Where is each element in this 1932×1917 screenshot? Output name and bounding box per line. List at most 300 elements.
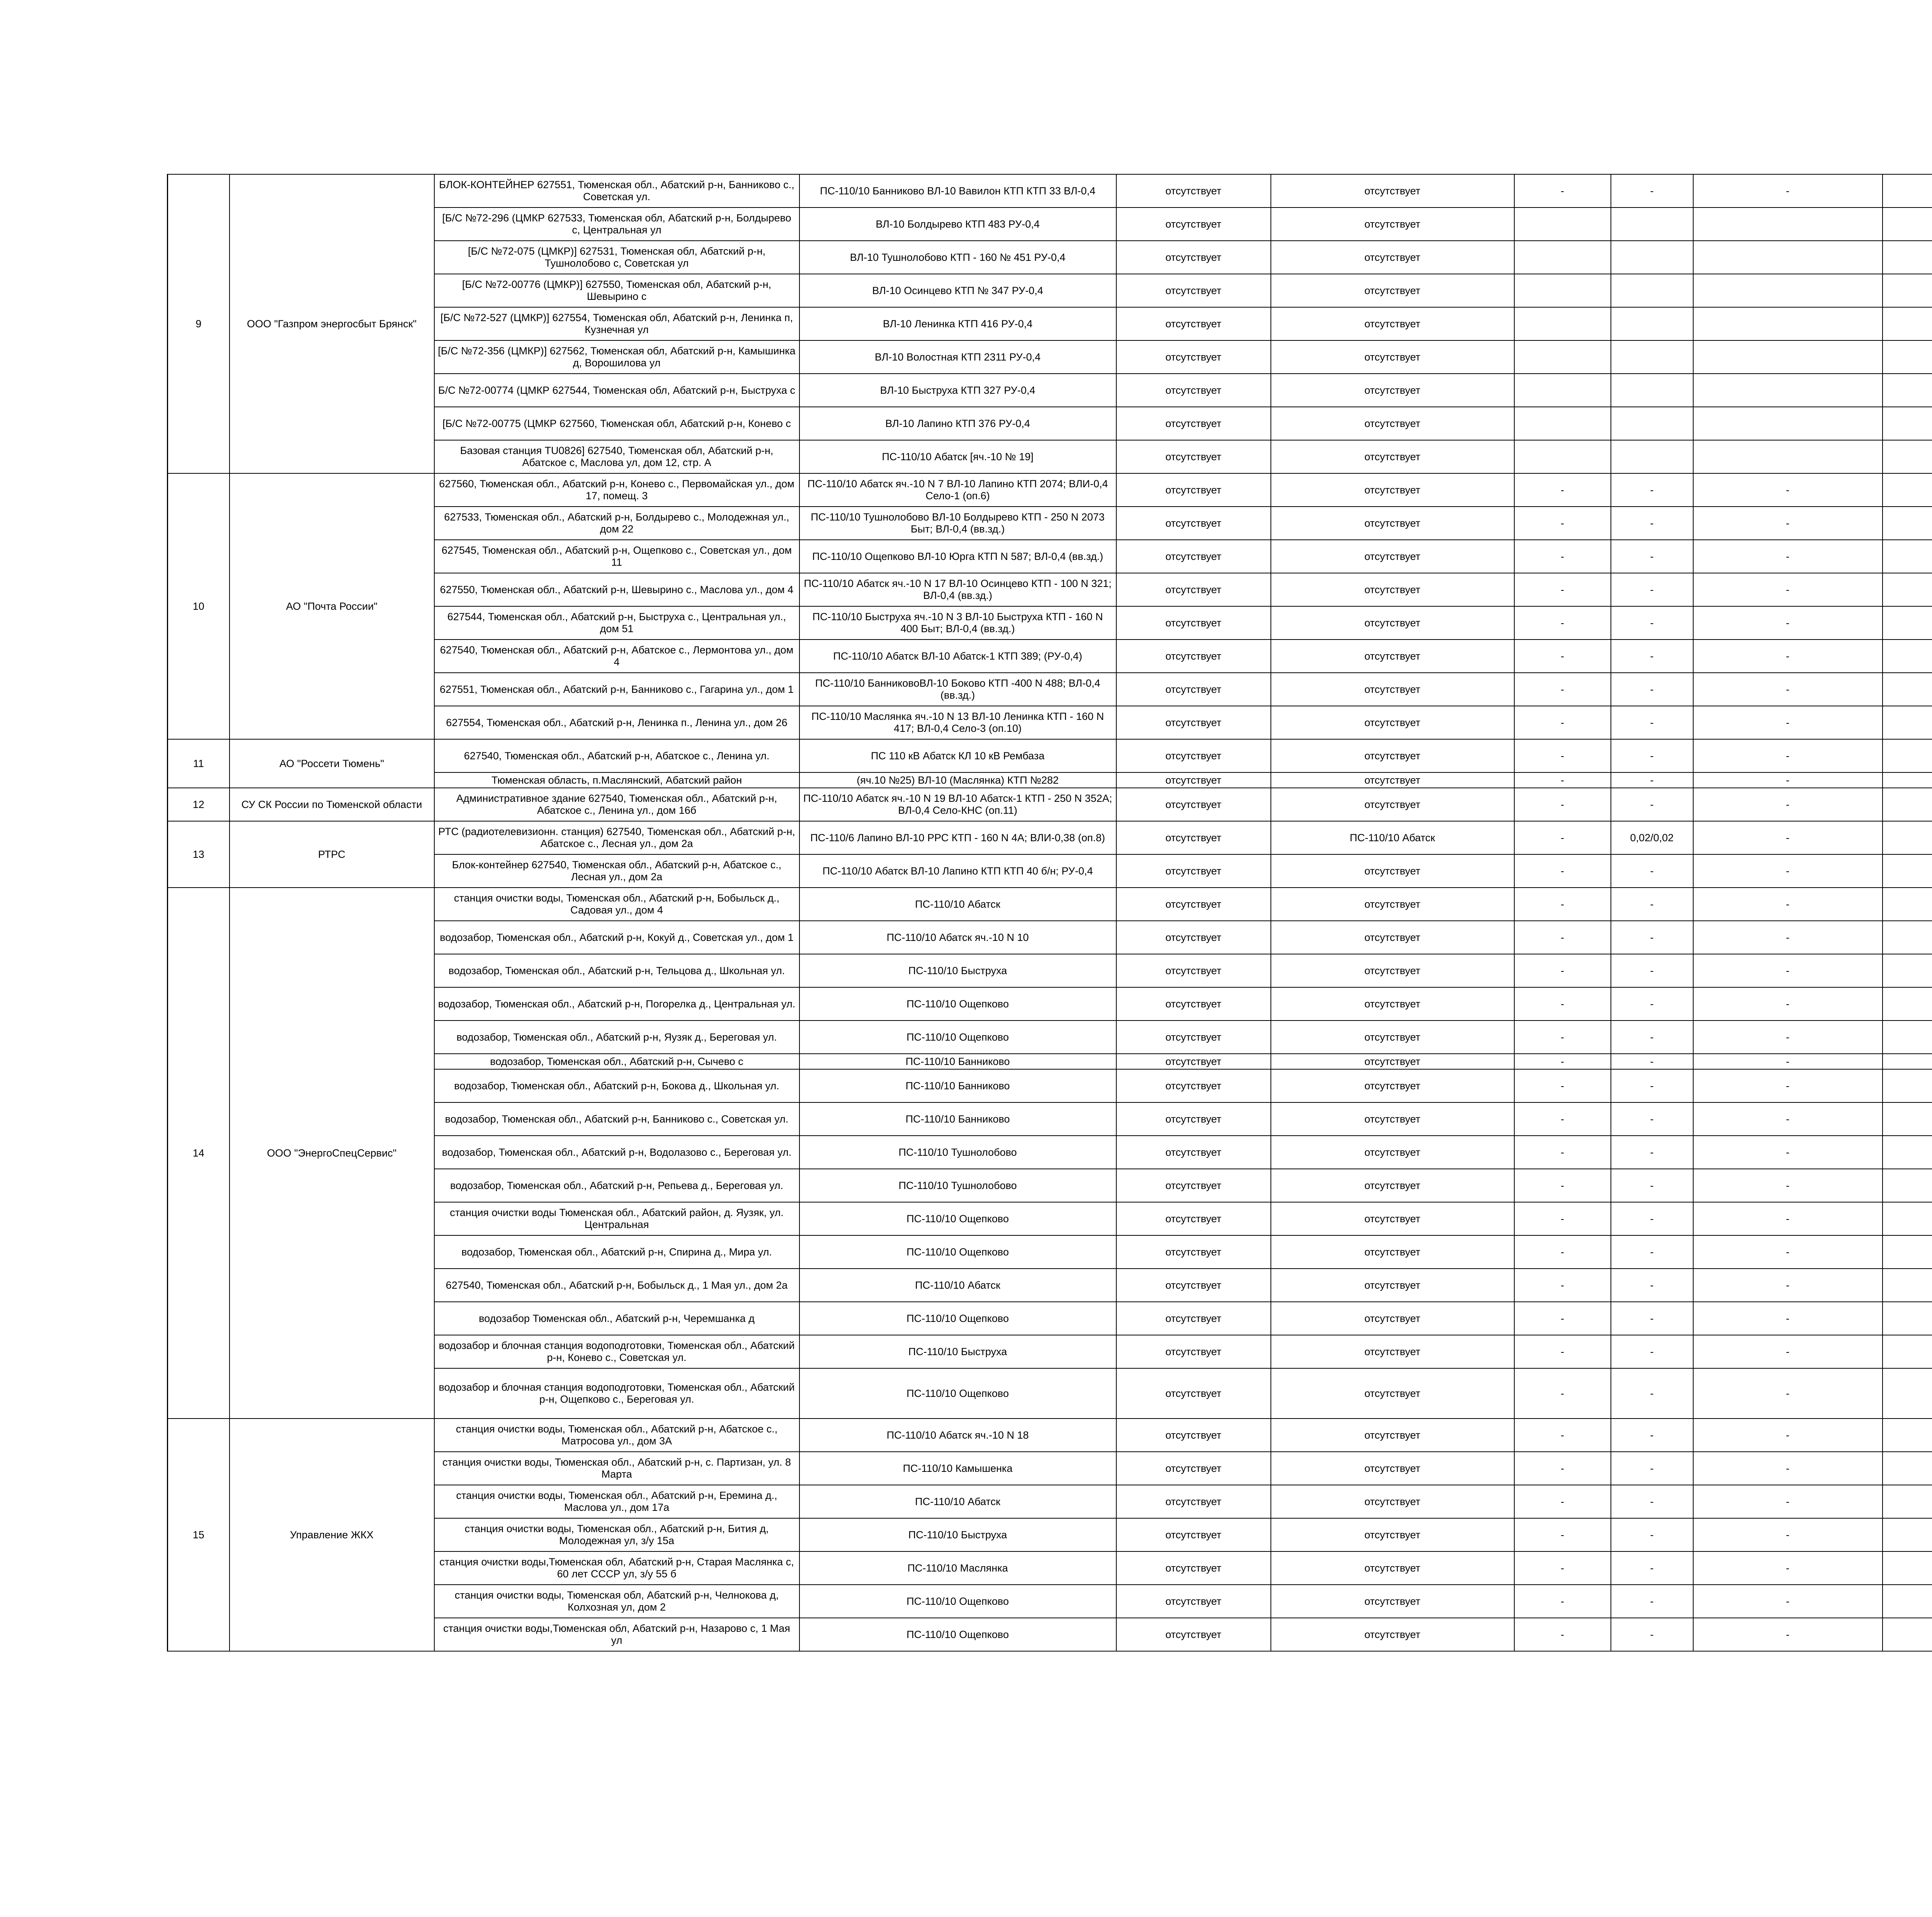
status-cell: отсутствует <box>1116 241 1271 274</box>
address-cell: 627540, Тюменская обл., Абатский р-н, Абатское с., Ленина ул. <box>434 739 799 772</box>
status-cell-2: отсутствует <box>1271 540 1514 573</box>
value-cell-2: - <box>1611 1585 1693 1618</box>
value-cell-2: - <box>1611 673 1693 706</box>
value-cell-1: - <box>1514 1102 1611 1136</box>
organization-cell: Управление ЖКХ <box>230 1419 434 1651</box>
status-cell: отсутствует <box>1116 208 1271 241</box>
status-cell-2: отсутствует <box>1271 274 1514 307</box>
status-cell-2: отсутствует <box>1271 374 1514 407</box>
value-cell-3: - <box>1693 854 1883 888</box>
value-cell-4 <box>1883 921 1932 954</box>
address-cell: [Б/С №72-527 (ЦМКР)] 627554, Тюменская обл, Абатский р-н, Ленинка п, Кузнечная ул <box>434 307 799 340</box>
value-cell-2: - <box>1611 606 1693 640</box>
connection-point-cell: ВЛ-10 Тушнолобово КТП - 160 № 451 РУ-0,4 <box>799 241 1116 274</box>
value-cell-1 <box>1514 440 1611 473</box>
organization-cell: РТРС <box>230 821 434 888</box>
value-cell-3: - <box>1693 1235 1883 1269</box>
value-cell-3: - <box>1693 540 1883 573</box>
value-cell-1: - <box>1514 1136 1611 1169</box>
group-number-cell: 12 <box>168 788 230 821</box>
value-cell-3: - <box>1693 954 1883 987</box>
status-cell-2: отсутствует <box>1271 854 1514 888</box>
value-cell-4 <box>1883 307 1932 340</box>
status-cell-2: отсутствует <box>1271 1302 1514 1335</box>
address-cell: станция очистки воды,Тюменская обл, Абатский р-н, Назарово с, 1 Мая ул <box>434 1618 799 1651</box>
group-number-cell: 10 <box>168 473 230 739</box>
status-cell-2: отсутствует <box>1271 888 1514 921</box>
value-cell-2: - <box>1611 739 1693 772</box>
value-cell-1: - <box>1514 1054 1611 1069</box>
value-cell-2: - <box>1611 772 1693 788</box>
value-cell-1: - <box>1514 888 1611 921</box>
connection-point-cell: ПС-110/10 Камышенка <box>799 1452 1116 1485</box>
table-row <box>168 473 1932 507</box>
value-cell-3 <box>1693 241 1883 274</box>
status-cell: отсутствует <box>1116 1335 1271 1368</box>
status-cell-2: отсутствует <box>1271 739 1514 772</box>
connection-point-cell: ПС-110/10 Ощепково <box>799 1021 1116 1054</box>
address-cell: Б/С №72-00774 (ЦМКР 627544, Тюменская обл, Абатский р-н, Быструха с <box>434 374 799 407</box>
address-cell: РТС (радиотелевизионн. станция) 627540, Тюменская обл., Абатский р-н, Абатское с., Лесная ул., дом 2а <box>434 821 799 854</box>
value-cell-2 <box>1611 374 1693 407</box>
value-cell-2: - <box>1611 706 1693 739</box>
value-cell-3: - <box>1693 739 1883 772</box>
value-cell-3: - <box>1693 1335 1883 1368</box>
connection-point-cell: ПС-110/10 Абатск яч.-10 N 17 ВЛ-10 Осинцево КТП - 100 N 321; ВЛ-0,4 (вв.зд.) <box>799 573 1116 606</box>
value-cell-2: - <box>1611 888 1693 921</box>
connection-point-cell: ПС-110/10 Ощепково <box>799 1302 1116 1335</box>
status-cell-2: отсутствует <box>1271 788 1514 821</box>
address-cell: станция очистки воды,Тюменская обл, Абатский р-н, Старая Маслянка с, 60 лет СССР ул, з/у 55 б <box>434 1551 799 1585</box>
value-cell-2: - <box>1611 1302 1693 1335</box>
value-cell-2: - <box>1611 1169 1693 1202</box>
status-cell: отсутствует <box>1116 507 1271 540</box>
status-cell: отсутствует <box>1116 1618 1271 1651</box>
organization-cell: СУ СК России по Тюменской области <box>230 788 434 821</box>
organization-cell: АО "Россети Тюмень" <box>230 739 434 788</box>
status-cell-2: отсутствует <box>1271 1136 1514 1169</box>
value-cell-4 <box>1883 1302 1932 1335</box>
status-cell-2: отсутствует <box>1271 1054 1514 1069</box>
status-cell: отсутствует <box>1116 1069 1271 1102</box>
value-cell-1: - <box>1514 1021 1611 1054</box>
value-cell-4 <box>1883 440 1932 473</box>
status-cell: отсутствует <box>1116 1419 1271 1452</box>
address-cell: станция очистки воды, Тюменская обл., Абатский р-н, Бития д, Молодежная ул, з/у 15а <box>434 1518 799 1551</box>
value-cell-4 <box>1883 1169 1932 1202</box>
status-cell: отсутствует <box>1116 739 1271 772</box>
status-cell-2: отсутствует <box>1271 954 1514 987</box>
status-cell-2: отсутствует <box>1271 208 1514 241</box>
group-number-cell: 14 <box>168 888 230 1419</box>
value-cell-1: - <box>1514 1302 1611 1335</box>
connection-point-cell: ПС-110/10 Тушнолобово <box>799 1136 1116 1169</box>
value-cell-1: - <box>1514 540 1611 573</box>
value-cell-2: - <box>1611 1335 1693 1368</box>
status-cell: отсутствует <box>1116 1551 1271 1585</box>
value-cell-3: - <box>1693 1618 1883 1651</box>
status-cell-2: отсутствует <box>1271 921 1514 954</box>
value-cell-4 <box>1883 987 1932 1021</box>
connection-point-cell: ВЛ-10 Быструха КТП 327 РУ-0,4 <box>799 374 1116 407</box>
status-cell: отсутствует <box>1116 1302 1271 1335</box>
status-cell: отсутствует <box>1116 772 1271 788</box>
value-cell-2: - <box>1611 1136 1693 1169</box>
address-cell: водозабор, Тюменская обл., Абатский р-н, Погорелка д., Центральная ул. <box>434 987 799 1021</box>
status-cell-2: отсутствует <box>1271 606 1514 640</box>
connection-point-cell: ПС-110/10 Банниково <box>799 1069 1116 1102</box>
table-row <box>168 821 1932 854</box>
status-cell-2: отсутствует <box>1271 1202 1514 1235</box>
status-cell-2: отсутствует <box>1271 1021 1514 1054</box>
status-cell-2: отсутствует <box>1271 440 1514 473</box>
address-cell: БЛОК-КОНТЕЙНЕР 627551, Тюменская обл., Абатский р-н, Банниково с., Советская ул. <box>434 174 799 208</box>
address-cell: водозабор, Тюменская обл., Абатский р-н, Спирина д., Мира ул. <box>434 1235 799 1269</box>
value-cell-2: - <box>1611 1485 1693 1518</box>
value-cell-1 <box>1514 307 1611 340</box>
value-cell-1: - <box>1514 1518 1611 1551</box>
value-cell-4 <box>1883 772 1932 788</box>
value-cell-4 <box>1883 407 1932 440</box>
value-cell-4 <box>1883 507 1932 540</box>
value-cell-4 <box>1883 208 1932 241</box>
value-cell-4 <box>1883 540 1932 573</box>
table-row <box>168 1419 1932 1452</box>
value-cell-3: - <box>1693 1202 1883 1235</box>
connection-point-cell: ПС-110/10 Ощепково <box>799 1368 1116 1419</box>
value-cell-2: - <box>1611 1452 1693 1485</box>
value-cell-1 <box>1514 407 1611 440</box>
value-cell-3: - <box>1693 673 1883 706</box>
value-cell-1: - <box>1514 606 1611 640</box>
address-cell: [Б/С №72-075 (ЦМКР)] 627531, Тюменская обл, Абатский р-н, Тушнолобово с, Советская ул <box>434 241 799 274</box>
address-cell: водозабор, Тюменская обл., Абатский р-н, Банниково с., Советская ул. <box>434 1102 799 1136</box>
value-cell-3 <box>1693 274 1883 307</box>
status-cell-2: ПС-110/10 Абатск <box>1271 821 1514 854</box>
table-row <box>168 174 1932 208</box>
value-cell-2: - <box>1611 1054 1693 1069</box>
address-cell: Базовая станция TU0826] 627540, Тюменская обл, Абатский р-н, Абатское с, Маслова ул, дом 12, стр. А <box>434 440 799 473</box>
status-cell-2: отсутствует <box>1271 473 1514 507</box>
value-cell-2: - <box>1611 573 1693 606</box>
table-row <box>168 888 1932 921</box>
value-cell-3 <box>1693 307 1883 340</box>
value-cell-4 <box>1883 1136 1932 1169</box>
connection-point-cell: ВЛ-10 Волостная КТП 2311 РУ-0,4 <box>799 340 1116 374</box>
value-cell-3: - <box>1693 1069 1883 1102</box>
address-cell: 627551, Тюменская обл., Абатский р-н, Банниково с., Гагарина ул., дом 1 <box>434 673 799 706</box>
status-cell: отсутствует <box>1116 888 1271 921</box>
value-cell-3 <box>1693 374 1883 407</box>
value-cell-2: - <box>1611 1235 1693 1269</box>
value-cell-2: - <box>1611 1518 1693 1551</box>
value-cell-2: - <box>1611 1269 1693 1302</box>
value-cell-4 <box>1883 854 1932 888</box>
value-cell-2 <box>1611 208 1693 241</box>
status-cell: отсутствует <box>1116 1169 1271 1202</box>
connection-point-cell: ВЛ-10 Лапино КТП 376 РУ-0,4 <box>799 407 1116 440</box>
value-cell-2: - <box>1611 1368 1693 1419</box>
address-cell: 627545, Тюменская обл., Абатский р-н, Ощепково с., Советская ул., дом 11 <box>434 540 799 573</box>
value-cell-2: - <box>1611 473 1693 507</box>
value-cell-3: - <box>1693 1169 1883 1202</box>
connection-point-cell: ПС-110/10 Абатск яч.-10 N 18 <box>799 1419 1116 1452</box>
value-cell-3: - <box>1693 1269 1883 1302</box>
value-cell-1: - <box>1514 1452 1611 1485</box>
value-cell-4 <box>1883 1235 1932 1269</box>
value-cell-1: - <box>1514 854 1611 888</box>
address-cell: водозабор, Тюменская обл., Абатский р-н, Тельцова д., Школьная ул. <box>434 954 799 987</box>
status-cell: отсутствует <box>1116 1102 1271 1136</box>
status-cell: отсутствует <box>1116 954 1271 987</box>
value-cell-4 <box>1883 1054 1932 1069</box>
connection-point-cell: ПС-110/10 Быструха <box>799 1518 1116 1551</box>
address-cell: станция очистки воды, Тюменская обл, Абатский р-н, Челнокова д, Колхозная ул, дом 2 <box>434 1585 799 1618</box>
value-cell-2 <box>1611 407 1693 440</box>
value-cell-4 <box>1883 1069 1932 1102</box>
value-cell-3: - <box>1693 1136 1883 1169</box>
value-cell-2: - <box>1611 640 1693 673</box>
address-cell: станция очистки воды, Тюменская обл., Абатский р-н, Абатское с., Матросова ул., дом 3А <box>434 1419 799 1452</box>
connection-point-cell: ПС-110/10 Ощепково <box>799 987 1116 1021</box>
value-cell-1: - <box>1514 954 1611 987</box>
connection-point-cell: ПС-110/10 Быструха <box>799 954 1116 987</box>
connection-point-cell: ПС-110/10 Маслянка яч.-10 N 13 ВЛ-10 Ленинка КТП - 160 N 417; ВЛ-0,4 Село-3 (оп.10) <box>799 706 1116 739</box>
value-cell-4 <box>1883 673 1932 706</box>
value-cell-1: - <box>1514 673 1611 706</box>
value-cell-2: - <box>1611 854 1693 888</box>
status-cell-2: отсутствует <box>1271 507 1514 540</box>
value-cell-2: - <box>1611 1021 1693 1054</box>
address-cell: 627554, Тюменская обл., Абатский р-н, Ленинка п., Ленина ул., дом 26 <box>434 706 799 739</box>
value-cell-3: - <box>1693 921 1883 954</box>
value-cell-3 <box>1693 407 1883 440</box>
table-row <box>168 788 1932 821</box>
value-cell-1: - <box>1514 772 1611 788</box>
status-cell-2: отсутствует <box>1271 1518 1514 1551</box>
value-cell-4 <box>1883 1452 1932 1485</box>
value-cell-4 <box>1883 174 1932 208</box>
value-cell-4 <box>1883 888 1932 921</box>
address-cell: станция очистки воды, Тюменская обл., Абатский р-н, Еремина д., Маслова ул., дом 17а <box>434 1485 799 1518</box>
address-cell: [Б/С №72-356 (ЦМКР)] 627562, Тюменская обл, Абатский р-н, Камышинка д, Ворошилова ул <box>434 340 799 374</box>
value-cell-3: - <box>1693 888 1883 921</box>
value-cell-4 <box>1883 1021 1932 1054</box>
value-cell-3: - <box>1693 772 1883 788</box>
value-cell-4 <box>1883 1269 1932 1302</box>
value-cell-1: - <box>1514 821 1611 854</box>
status-cell-2: отсутствует <box>1271 307 1514 340</box>
status-cell-2: отсутствует <box>1271 987 1514 1021</box>
value-cell-2 <box>1611 241 1693 274</box>
connection-point-cell: ПС-110/10 Тушнолобово <box>799 1169 1116 1202</box>
connection-point-cell: ПС-110/10 Ощепково ВЛ-10 Юрга КТП N 587; ВЛ-0,4 (вв.зд.) <box>799 540 1116 573</box>
value-cell-4 <box>1883 739 1932 772</box>
status-cell: отсутствует <box>1116 1485 1271 1518</box>
value-cell-4 <box>1883 1551 1932 1585</box>
group-number-cell: 15 <box>168 1419 230 1651</box>
status-cell-2: отсутствует <box>1271 1618 1514 1651</box>
value-cell-3 <box>1693 340 1883 374</box>
connection-point-cell: ПС-110/10 Ощепково <box>799 1202 1116 1235</box>
value-cell-1: - <box>1514 987 1611 1021</box>
connection-point-cell: ПС-110/10 Быструха яч.-10 N 3 ВЛ-10 Быструха КТП - 160 N 400 Быт; ВЛ-0,4 (вв.зд.) <box>799 606 1116 640</box>
address-cell: [Б/С №72-00775 (ЦМКР 627560, Тюменская обл, Абатский р-н, Конево с <box>434 407 799 440</box>
status-cell-2: отсутствует <box>1271 1069 1514 1102</box>
status-cell-2: отсутствует <box>1271 1585 1514 1618</box>
connection-point-cell: ПС-110/10 Ощепково <box>799 1618 1116 1651</box>
value-cell-2: - <box>1611 1102 1693 1136</box>
value-cell-1: - <box>1514 1069 1611 1102</box>
value-cell-1: - <box>1514 1585 1611 1618</box>
organization-cell: ООО "ЭнергоСпецСервис" <box>230 888 434 1419</box>
value-cell-2 <box>1611 274 1693 307</box>
value-cell-2: - <box>1611 1551 1693 1585</box>
value-cell-3: - <box>1693 821 1883 854</box>
connection-point-cell: ПС-110/10 Абатск <box>799 1269 1116 1302</box>
address-cell: водозабор, Тюменская обл., Абатский р-н, Кокуй д., Советская ул., дом 1 <box>434 921 799 954</box>
status-cell-2: отсутствует <box>1271 1419 1514 1452</box>
value-cell-2: - <box>1611 1069 1693 1102</box>
group-number-cell: 13 <box>168 821 230 888</box>
connection-point-cell: ПС-110/10 Ощепково <box>799 1585 1116 1618</box>
connection-point-cell: ПС-110/10 Банниково <box>799 1102 1116 1136</box>
value-cell-2: - <box>1611 1202 1693 1235</box>
value-cell-2: - <box>1611 1618 1693 1651</box>
value-cell-1: - <box>1514 1202 1611 1235</box>
value-cell-2: - <box>1611 540 1693 573</box>
value-cell-4 <box>1883 606 1932 640</box>
status-cell: отсутствует <box>1116 1136 1271 1169</box>
value-cell-2: - <box>1611 987 1693 1021</box>
value-cell-4 <box>1883 640 1932 673</box>
address-cell: 627533, Тюменская обл., Абатский р-н, Болдырево с., Молодежная ул., дом 22 <box>434 507 799 540</box>
status-cell: отсутствует <box>1116 640 1271 673</box>
connection-point-cell: ПС-110/10 Банниково ВЛ-10 Вавилон КТП КТП 33 ВЛ-0,4 <box>799 174 1116 208</box>
table-body <box>168 174 1932 1651</box>
connection-point-cell: ПС-110/10 Абатск яч.-10 N 10 <box>799 921 1116 954</box>
status-cell: отсутствует <box>1116 1585 1271 1618</box>
connection-point-cell: ПС-110/10 Абатск [яч.-10 № 19] <box>799 440 1116 473</box>
value-cell-4 <box>1883 706 1932 739</box>
status-cell: отсутствует <box>1116 407 1271 440</box>
value-cell-4 <box>1883 573 1932 606</box>
value-cell-3: - <box>1693 507 1883 540</box>
status-cell-2: отсутствует <box>1271 407 1514 440</box>
value-cell-4 <box>1883 374 1932 407</box>
status-cell-2: отсутствует <box>1271 1335 1514 1368</box>
status-cell: отсутствует <box>1116 340 1271 374</box>
status-cell: отсутствует <box>1116 706 1271 739</box>
address-cell: 627544, Тюменская обл., Абатский р-н, Быструха с., Центральная ул., дом 51 <box>434 606 799 640</box>
value-cell-4 <box>1883 821 1932 854</box>
connection-point-cell: ПС-110/10 Банниково <box>799 1054 1116 1069</box>
value-cell-1: - <box>1514 1485 1611 1518</box>
status-cell: отсутствует <box>1116 540 1271 573</box>
value-cell-2: - <box>1611 788 1693 821</box>
value-cell-2: 0,02/0,02 <box>1611 821 1693 854</box>
status-cell-2: отсутствует <box>1271 640 1514 673</box>
connection-point-cell: ВЛ-10 Болдырево КТП 483 РУ-0,4 <box>799 208 1116 241</box>
value-cell-2: - <box>1611 954 1693 987</box>
status-cell: отсутствует <box>1116 1368 1271 1419</box>
address-cell: 627560, Тюменская обл., Абатский р-н, Конево с., Первомайская ул., дом 17, помещ. 3 <box>434 473 799 507</box>
table-row <box>168 739 1932 772</box>
value-cell-3: - <box>1693 1302 1883 1335</box>
address-cell: станция очистки воды, Тюменская обл., Абатский р-н, с. Партизан, ул. 8 Марта <box>434 1452 799 1485</box>
value-cell-3: - <box>1693 1485 1883 1518</box>
status-cell: отсутствует <box>1116 440 1271 473</box>
address-cell: водозабор Тюменская обл., Абатский р-н, Черемшанка д <box>434 1302 799 1335</box>
address-cell: Административное здание 627540, Тюменская обл., Абатский р-н, Абатское с., Ленина ул., дом 16б <box>434 788 799 821</box>
value-cell-1 <box>1514 374 1611 407</box>
value-cell-1: - <box>1514 1269 1611 1302</box>
value-cell-3: - <box>1693 573 1883 606</box>
value-cell-1: - <box>1514 507 1611 540</box>
status-cell: отсутствует <box>1116 374 1271 407</box>
group-number-cell: 9 <box>168 174 230 473</box>
address-cell: водозабор и блочная станция водоподготовки, Тюменская обл., Абатский р-н, Конево с., Советская ул. <box>434 1335 799 1368</box>
status-cell-2: отсутствует <box>1271 1169 1514 1202</box>
status-cell: отсутствует <box>1116 274 1271 307</box>
address-cell: водозабор и блочная станция водоподготовки, Тюменская обл., Абатский р-н, Ощепково с., Береговая ул. <box>434 1368 799 1419</box>
value-cell-4 <box>1883 1202 1932 1235</box>
status-cell: отсутствует <box>1116 1021 1271 1054</box>
value-cell-2: - <box>1611 174 1693 208</box>
address-cell: водозабор, Тюменская обл., Абатский р-н, Сычево с <box>434 1054 799 1069</box>
value-cell-1 <box>1514 274 1611 307</box>
value-cell-3: - <box>1693 1551 1883 1585</box>
value-cell-1 <box>1514 208 1611 241</box>
status-cell: отсутствует <box>1116 1269 1271 1302</box>
group-number-cell: 11 <box>168 739 230 788</box>
status-cell: отсутствует <box>1116 606 1271 640</box>
value-cell-3 <box>1693 440 1883 473</box>
value-cell-1: - <box>1514 1618 1611 1651</box>
value-cell-1: - <box>1514 174 1611 208</box>
value-cell-4 <box>1883 788 1932 821</box>
connection-point-cell: ПС-110/10 Абатск ВЛ-10 Абатск-1 КТП 389; (РУ-0,4) <box>799 640 1116 673</box>
value-cell-1: - <box>1514 706 1611 739</box>
address-cell: станция очистки воды Тюменская обл., Абатский район, д. Яузяк, ул. Центральная <box>434 1202 799 1235</box>
connection-point-cell: ПС-110/6 Лапино ВЛ-10 РРС КТП - 160 N 4А; ВЛИ-0,38 (оп.8) <box>799 821 1116 854</box>
value-cell-3: - <box>1693 1585 1883 1618</box>
value-cell-4 <box>1883 1335 1932 1368</box>
address-cell: водозабор, Тюменская обл., Абатский р-н, Яузяк д., Береговая ул. <box>434 1021 799 1054</box>
status-cell-2: отсутствует <box>1271 1485 1514 1518</box>
value-cell-2: - <box>1611 1419 1693 1452</box>
status-cell-2: отсутствует <box>1271 1368 1514 1419</box>
value-cell-4 <box>1883 1585 1932 1618</box>
status-cell-2: отсутствует <box>1271 1551 1514 1585</box>
value-cell-3: - <box>1693 1518 1883 1551</box>
address-cell: водозабор, Тюменская обл., Абатский р-н, Репьева д., Береговая ул. <box>434 1169 799 1202</box>
value-cell-3: - <box>1693 1054 1883 1069</box>
status-cell: отсутствует <box>1116 307 1271 340</box>
address-cell: водозабор, Тюменская обл., Абатский р-н, Бокова д., Школьная ул. <box>434 1069 799 1102</box>
value-cell-1: - <box>1514 1235 1611 1269</box>
value-cell-3 <box>1693 208 1883 241</box>
status-cell: отсутствует <box>1116 573 1271 606</box>
status-cell-2: отсутствует <box>1271 1452 1514 1485</box>
address-cell: Тюменская область, п.Маслянский, Абатский район <box>434 772 799 788</box>
status-cell: отсутствует <box>1116 1518 1271 1551</box>
connection-point-cell: ПС-110/10 Абатск ВЛ-10 Лапино КТП КТП 40 б/н; РУ-0,4 <box>799 854 1116 888</box>
value-cell-1: - <box>1514 788 1611 821</box>
organization-cell: АО "Почта России" <box>230 473 434 739</box>
organization-cell: ООО "Газпром энергосбыт Брянск" <box>230 174 434 473</box>
connection-point-cell: ВЛ-10 Осинцево КТП № 347 РУ-0,4 <box>799 274 1116 307</box>
